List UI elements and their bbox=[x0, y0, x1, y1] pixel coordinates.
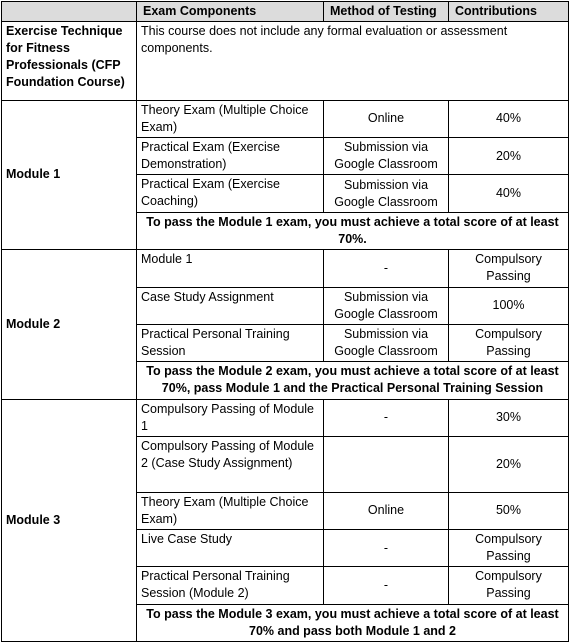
contribution-cell: 40% bbox=[449, 175, 569, 212]
method-cell: - bbox=[324, 399, 449, 436]
component-cell: Compulsory Passing of Module 2 (Case Study Assignment) bbox=[137, 436, 324, 492]
module-1-pass-note: To pass the Module 1 exam, you must achieve a total score of at least 70%. bbox=[137, 212, 569, 249]
component-cell: Module 1 bbox=[137, 250, 324, 287]
contribution-cell: 50% bbox=[449, 492, 569, 529]
method-cell: Online bbox=[324, 100, 449, 137]
table-row bbox=[2, 250, 569, 287]
table-row bbox=[2, 399, 569, 436]
module-1-label: Module 1 bbox=[2, 100, 137, 249]
method-cell: Submission via Google Classroom bbox=[324, 175, 449, 212]
component-cell: Practical Personal Training Session (Module 2) bbox=[137, 567, 324, 604]
contribution-cell: 100% bbox=[449, 287, 569, 324]
component-cell: Theory Exam (Multiple Choice Exam) bbox=[137, 492, 324, 529]
header-blank-cell bbox=[2, 2, 137, 22]
contribution-cell: Compulsory Passing bbox=[449, 567, 569, 604]
header-method-of-testing: Method of Testing bbox=[324, 2, 449, 22]
method-cell: - bbox=[324, 529, 449, 566]
method-cell: Submission via Google Classroom bbox=[324, 324, 449, 361]
component-cell: Live Case Study bbox=[137, 529, 324, 566]
component-cell: Practical Exam (Exercise Demonstration) bbox=[137, 138, 324, 175]
foundation-course-name: Exercise Technique for Fitness Professionals (CFP Foundation Course) bbox=[2, 22, 137, 101]
contribution-cell: Compulsory Passing bbox=[449, 529, 569, 566]
header-contributions: Contributions bbox=[449, 2, 569, 22]
contribution-cell: Compulsory Passing bbox=[449, 324, 569, 361]
component-cell: Practical Exam (Exercise Coaching) bbox=[137, 175, 324, 212]
component-cell: Practical Personal Training Session bbox=[137, 324, 324, 361]
method-cell: Online bbox=[324, 492, 449, 529]
method-cell bbox=[324, 436, 449, 492]
foundation-description: This course does not include any formal evaluation or assessment components. bbox=[137, 22, 569, 101]
contribution-cell: 30% bbox=[449, 399, 569, 436]
contribution-cell: 40% bbox=[449, 100, 569, 137]
module-2-pass-note: To pass the Module 2 exam, you must achieve a total score of at least 70%, pass Module 1 and the Practical Personal Training Session bbox=[137, 362, 569, 399]
component-cell: Compulsory Passing of Module 1 bbox=[137, 399, 324, 436]
method-cell: - bbox=[324, 567, 449, 604]
module-3-label: Module 3 bbox=[2, 399, 137, 641]
module-2-label: Module 2 bbox=[2, 250, 137, 399]
method-cell: - bbox=[324, 250, 449, 287]
header-exam-components: Exam Components bbox=[137, 2, 324, 22]
component-cell: Theory Exam (Multiple Choice Exam) bbox=[137, 100, 324, 137]
header-row bbox=[2, 2, 569, 22]
foundation-row bbox=[2, 22, 569, 101]
contribution-cell: 20% bbox=[449, 138, 569, 175]
component-cell: Case Study Assignment bbox=[137, 287, 324, 324]
module-3-pass-note: To pass the Module 3 exam, you must achieve a total score of at least 70% and pass both Module 1 and 2 bbox=[137, 604, 569, 641]
table-row bbox=[2, 100, 569, 137]
method-cell: Submission via Google Classroom bbox=[324, 138, 449, 175]
contribution-cell: Compulsory Passing bbox=[449, 250, 569, 287]
exam-structure-table bbox=[1, 1, 569, 642]
contribution-cell: 20% bbox=[449, 436, 569, 492]
method-cell: Submission via Google Classroom bbox=[324, 287, 449, 324]
